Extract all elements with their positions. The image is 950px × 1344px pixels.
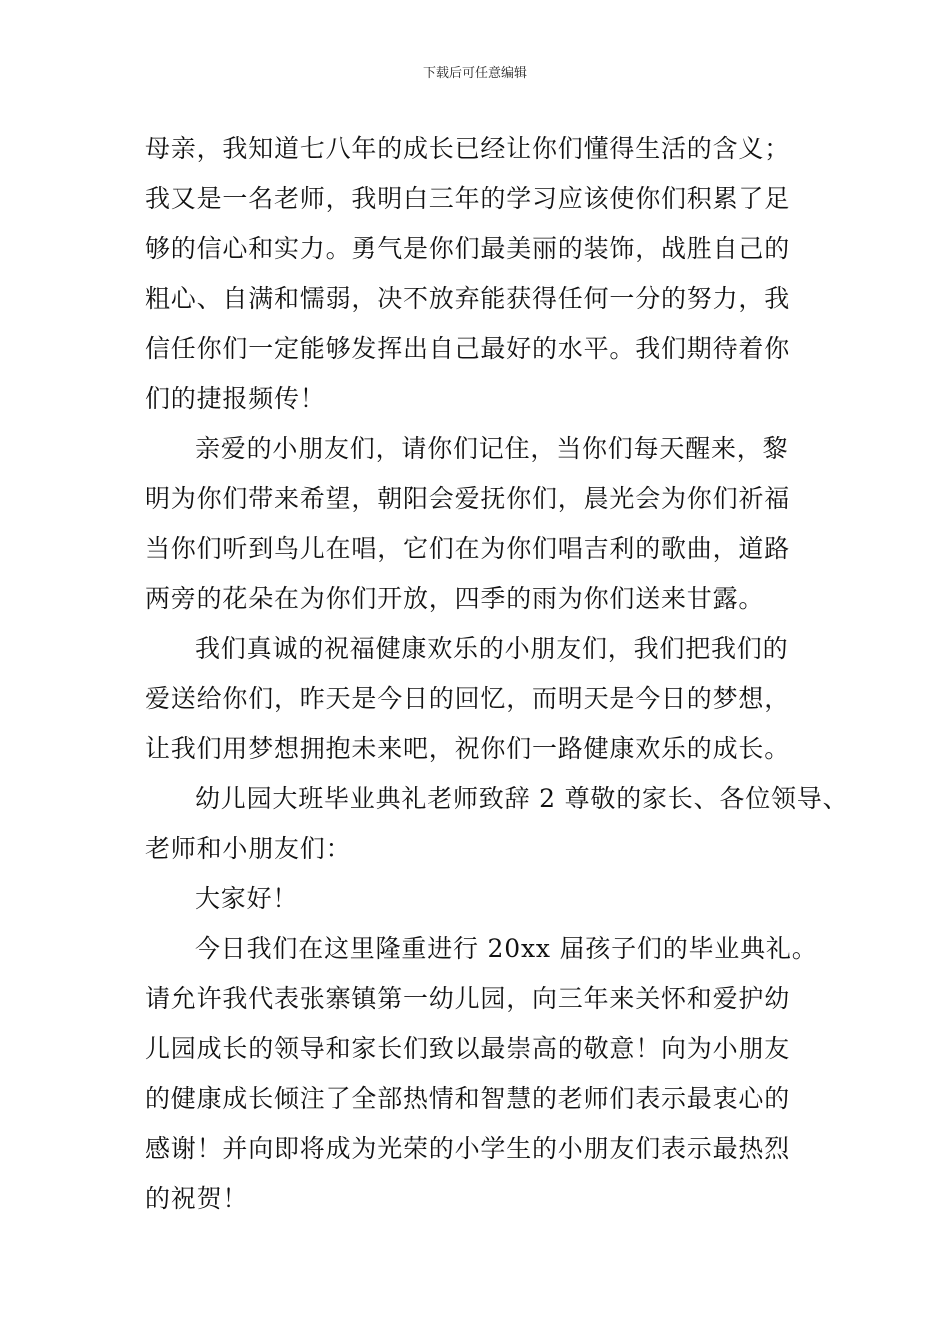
text-line: 粗心、自满和懦弱，决不放弃能获得任何一分的努力，我 — [145, 284, 791, 313]
text-line: 们的捷报频传！ — [145, 384, 326, 413]
text-line: 母亲，我知道七八年的成长已经让你们懂得生活的含义； — [145, 134, 791, 163]
text-line: 幼儿园大班毕业典礼老师致辞 2 尊敬的家长、各位领导、 — [195, 784, 849, 813]
text-line: 我又是一名老师，我明白三年的学习应该使你们积累了足 — [145, 184, 791, 213]
text-line: 老师和小朋友们： — [145, 834, 352, 863]
text-line: 信任你们一定能够发挥出自己最好的水平。我们期待着你 — [145, 334, 791, 363]
text-line: 今日我们在这里隆重进行 20xx 届孩子们的毕业典礼。 — [195, 934, 818, 963]
text-line: 明为你们带来希望，朝阳会爱抚你们，晨光会为你们祈福 — [145, 484, 791, 513]
document-body — [145, 124, 849, 1224]
text-line: 让我们用梦想拥抱未来吧，祝你们一路健康欢乐的成长。 — [145, 734, 791, 763]
text-line: 请允许我代表张寨镇第一幼儿园，向三年来关怀和爱护幼 — [145, 984, 791, 1013]
text-line: 我们真诚的祝福健康欢乐的小朋友们，我们把我们的 — [195, 634, 789, 663]
text-line: 当你们听到鸟儿在唱，它们在为你们唱吉利的歌曲，道路 — [145, 534, 791, 563]
text-line: 大家好！ — [195, 884, 299, 913]
text-line: 感谢！并向即将成为光荣的小学生的小朋友们表示最热烈 — [145, 1134, 791, 1163]
text-line: 儿园成长的领导和家长们致以最崇高的敬意！向为小朋友 — [145, 1034, 791, 1063]
text-line: 够的信心和实力。勇气是你们最美丽的装饰，战胜自己的 — [145, 234, 791, 263]
page-header-note: 下载后可任意编辑 — [422, 66, 527, 81]
text-line: 两旁的花朵在为你们开放，四季的雨为你们送来甘露。 — [145, 584, 765, 613]
text-line: 爱送给你们，昨天是今日的回忆，而明天是今日的梦想， — [145, 684, 791, 713]
text-line: 亲爱的小朋友们，请你们记住，当你们每天醒来，黎 — [195, 434, 789, 463]
text-line: 的健康成长倾注了全部热情和智慧的老师们表示最衷心的 — [145, 1084, 791, 1113]
text-line: 的祝贺！ — [145, 1184, 249, 1213]
